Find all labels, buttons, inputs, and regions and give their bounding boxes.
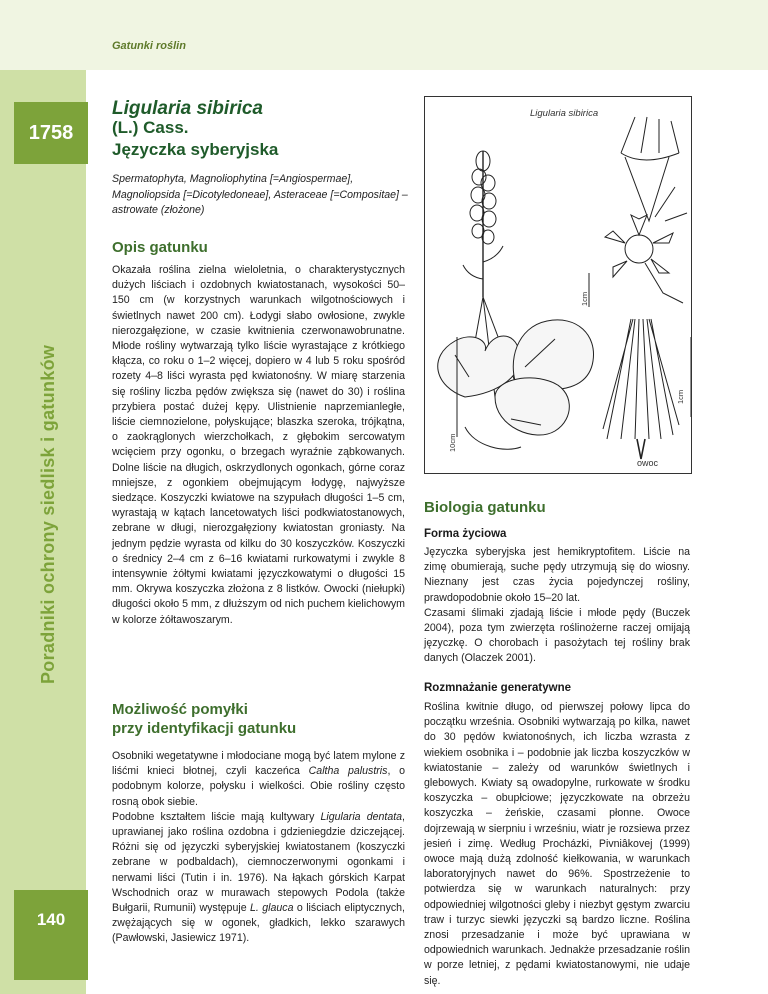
life-form-body [424, 545, 690, 667]
text-run: , o podobnym kolorze, połysku i wielkości. Obie rośliny często rosną obok siebie. [112, 765, 406, 808]
confusion-heading [112, 700, 296, 738]
species-latin-name: Ligularia sibirica [112, 98, 263, 119]
reproduction-heading: Rozmnażanie generatywne [424, 682, 571, 694]
description-paragraph: Okazała roślina zielna wieloletnia, o charakterystycznych dużych liściach i ozdobnych kwiatostanach, wysokości 50–150 cm (w korzystnych warunkach wilgotnościowych i świetlnych nawet 200 cm). Łodygi słabo owłosione, zwykle nierozgałęzione, w czasie kwitnienia czerwonawobrunatne. Młode rośliny wytwarzają tylko liście wyrastające z krótkiego kłącza, co roku o 1–2 więcej, dopiero w 4 lub 5 roku spośród rozety 4–8 liści wyrasta pęd kwiatonośny. W miarę starzenia się rośliny liczba pędów zwiększa się (nawet do 30) i roślina przybiera postać dużej kępy. Ulistnienie naprzemianległe, liście ciemnozielone, połyskujące; blaszka szeroka, trójkątna, o zaokrąglonych wierzchołkach, z głębokim sercowatym wcięciem przy ogonku, o brzegach wyraźnie ząbkowanych. Dolne liście na długich, oskrzydlonych ogonkach, górne coraz mniejsze, z ogonkiem obejmującym łodygę, najwyższe siedzące. Koszyczki kwiatowe na szypułach długości 1–5 cm, wyrastają w kątach lancetowatych liści podkwiatostanowych, zebrane w długi, nierozgałęziony kwiatostan groniasty. Na jednym pędzie wyrasta od kilku do 30 koszyczków. Koszyczki o średnicy 2–4 cm z 6–16 kwiatami rurkowatymi i zwykle 8 intensywnie żółtymi kwiatami języczkowatymi o długości 15 mm. Okrywa koszyczka złożona z 8 listków. Owocki (niełupki) długości około 5 mm, z dłuższym od nich puchem kielichowym w kolorze żółtawoszarym. [112, 264, 405, 626]
scale-label-10cm: 10cm [448, 433, 457, 452]
vertical-series-title: Poradniki ochrony siedlisk i gatunków [38, 344, 58, 684]
species-name-caltha: Caltha palustris [308, 765, 388, 778]
species-number-badge: 1758 [14, 102, 88, 164]
flower-head-drawing [605, 117, 687, 303]
life-form-paragraph-1: Języczka syberyjska jest hemikryptofitem. Liście na zimę obumierają, suche pędy utrzymują się do wiosny. Nieznany jest czas życia pojedynczej rośliny, prawdopodobnie około 15–20 lat. [424, 546, 690, 604]
taxonomy-text [112, 172, 412, 219]
life-form-paragraph-2: Czasami ślimaki zjadają liście i młode pędy (Buczek 2004), poza tym zwierzęta roślinożerne raczej omijają języczkę. O chorobach i pasożytach tej rośliny brak danych (Olaczek 2001). [424, 606, 690, 665]
species-polish-name: Języczka syberyjska [112, 140, 279, 159]
species-name-dentata: Ligularia dentata [320, 810, 403, 823]
figure-title: Ligularia sibirica [530, 108, 599, 119]
confusion-heading-line2: przy identyfikacji gatunku [112, 720, 297, 737]
species-name-glauca: L. glauca [250, 902, 294, 915]
inflorescence-drawing [463, 151, 503, 297]
top-header-band [0, 0, 768, 70]
text-run: Podobne kształtem liście mają kultywary [112, 810, 321, 823]
confusion-body [112, 749, 405, 947]
species-author: (L.) Cass. [112, 118, 189, 137]
text-run: Osobniki wegetatywne i młodociane mogą być latem mylone z liśćmi knieci błotnej, czyli kaczeńca [112, 750, 405, 778]
life-form-heading: Forma życiowa [424, 528, 507, 540]
reproduction-body [424, 700, 690, 989]
leaf-drawing [438, 297, 594, 449]
botanical-illustration-frame [424, 96, 692, 474]
confusion-paragraph-2 [112, 810, 405, 947]
description-body [112, 263, 405, 628]
taxonomy-line: Spermatophyta, Magnoliophytina [=Angiospermae], Magnoliopsida [=Dicotyledoneae], Asteraceae [=Compositae] – astrowate (złożone) [112, 173, 408, 216]
fruit-drawing [603, 319, 679, 459]
text-run: , uprawianej jako roślina ozdobna i gdzieniegdzie dziczejącej. Różni się od języczki syberyjskiej kwiatostanem (koszyczki zebrane w podbaldach), ciemnoczerwonymi ogonkami i nerwami liści (Tutin i in. 1976). Na łąkach górskich Karpat Wschodnich oraz w murawach stepowych Podola (także Bułgarii, Rumunii) występuje [112, 810, 405, 915]
page-number: 140 [14, 890, 88, 980]
plant-illustration [425, 97, 691, 473]
section-label: Gatunki roślin [112, 40, 186, 52]
reproduction-paragraph: Roślina kwitnie długo, od pierwszej połowy lipca do początku września. Osobniki wytwarzają po kilka, nawet do 30 pędów kwiatonośnych, ich liczba wzrasta z wiekiem osobnika i – podobnie jak liczba koszyczków w kwiatostanie – zależy od warunków świetlnych i glebowych. Kwiaty są owadopylne, rurkowate w środku koszyczka – obupłciowe; języczkowate na obrzeżu koszyczka – żeńskie, czasami płonne. Owoce dojrzewają w sierpniu i wrześniu, wiatr je rozsiewa przez jesień i zimę. Według Procházki, Pivniâkovej (1999) owoce mają dużą zdolność kiełkowania, w warunkach laboratoryjnych nawet do 96%. Spostrzeżenie to potwierdza się w warunkach naturalnych: przy odpowiedniej wilgotności gleby i niezbyt gęstym zwarciu traw i turzyc siewki języczki są bardzo liczne. Roślina znosi przesadzanie i może być uprawiana w odpowiednich warunkach. Jednakże przesadzanie roślin w porze letniej, z pędami kwiatostanowymi, nie udaje się. [424, 701, 690, 987]
scale-label-1cm-flower: 1cm [580, 291, 589, 306]
scale-label-1cm-fruit: 1cm [676, 389, 685, 404]
text-run: o liściach eliptycznych, zwężających się w ogonek, gładkich, lekko szarawych (Pawłowski, Jasiewicz 1971). [112, 902, 405, 945]
confusion-heading-line1: Możliwość pomyłki [112, 701, 248, 718]
fruit-label: owoc [637, 458, 659, 468]
confusion-paragraph-1 [112, 749, 405, 810]
description-heading: Opis gatunku [112, 239, 208, 256]
biology-heading: Biologia gatunku [424, 499, 546, 516]
